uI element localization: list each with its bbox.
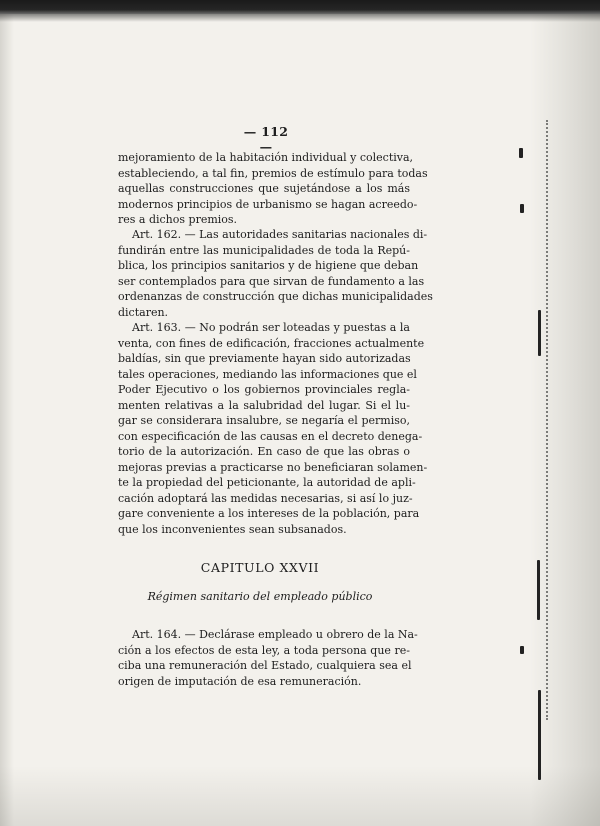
text-line: dictaren. [118,305,169,319]
text-line: tales operaciones, mediando las informaciones que el [118,367,417,381]
text-line: estableciendo, a tal fin, premios de estímulo para todas [118,166,428,180]
scan-top-border-fade [0,14,600,22]
text-line: cación adoptará las medidas necesarias, si así lo juz- [118,491,413,505]
chapter-title: CAPITULO XXVII [200,560,320,575]
edge-mark [537,560,540,620]
edge-mark [538,690,541,780]
text-line: modernos principios de urbanismo se hagan acreedo- [118,197,418,211]
page-bottom-shadow [0,766,600,826]
paragraph-continuation [118,150,428,228]
edge-mark [519,148,523,158]
text-line: que los inconvenientes sean subsanados. [118,522,347,536]
edge-mark [520,646,524,654]
text-line: res a dichos premios. [118,213,238,226]
text-line: gare conveniente a los intereses de la población, para [118,507,420,520]
article-163 [118,320,428,537]
article-162 [118,227,433,320]
chapter-subtitle: Régimen sanitario del empleado público [147,590,373,603]
text-line: mejoras previas a practicarse no beneficiaran solamen- [118,460,428,474]
article-164 [118,627,418,689]
text-line: torio de la autorización. En caso de que las obras o [118,445,410,458]
text-line: venta, con fines de edificación, fracciones actualmente [118,336,425,350]
page-left-shadow [0,0,14,826]
text-line: menten relativas a la salubridad del lugar. Si el lu- [118,398,410,412]
scan-top-border [0,0,600,14]
text-line: Art. 163. — No podrán ser loteadas y puestas a la [132,321,410,334]
text-line: origen de imputación de esa remuneración. [118,674,362,688]
page-number: — 112 — [243,124,289,154]
text-line: Art. 162. — Las autoridades sanitarias nacionales di- [132,228,428,241]
text-line: te la propiedad del peticionante, la autoridad de apli- [118,476,416,489]
text-line: aquellas construcciones que sujetándose a los más [118,182,410,195]
text-line: ordenanzas de construcción que dichas municipalidades [118,290,433,303]
binding-edge [543,120,548,720]
text-line: mejoramiento de la habitación individual y colectiva, [118,151,414,164]
text-line: baldías, sin que previamente hayan sido autorizadas [118,352,411,365]
edge-mark [520,204,524,213]
text-line: ción a los efectos de esta ley, a toda persona que re- [118,643,410,657]
text-line: gar se considerara insalubre, se negaría el permiso, [118,414,410,427]
text-line: Art. 164. — Declárase empleado u obrero de la Na- [132,628,418,641]
text-line: blica, los principios sanitarios y de higiene que deban [118,259,419,272]
text-line: ciba una remuneración del Estado, cualquiera sea el [118,659,412,672]
text-line: fundirán entre las municipalidades de toda la Repú- [118,243,410,257]
text-line: ser contemplados para que sirvan de fundamento a las [118,274,425,288]
edge-mark [538,310,541,356]
text-line: Poder Ejecutivo o los gobiernos provinciales regla- [118,383,410,396]
text-line: con especificación de las causas en el decreto denega- [118,429,423,443]
